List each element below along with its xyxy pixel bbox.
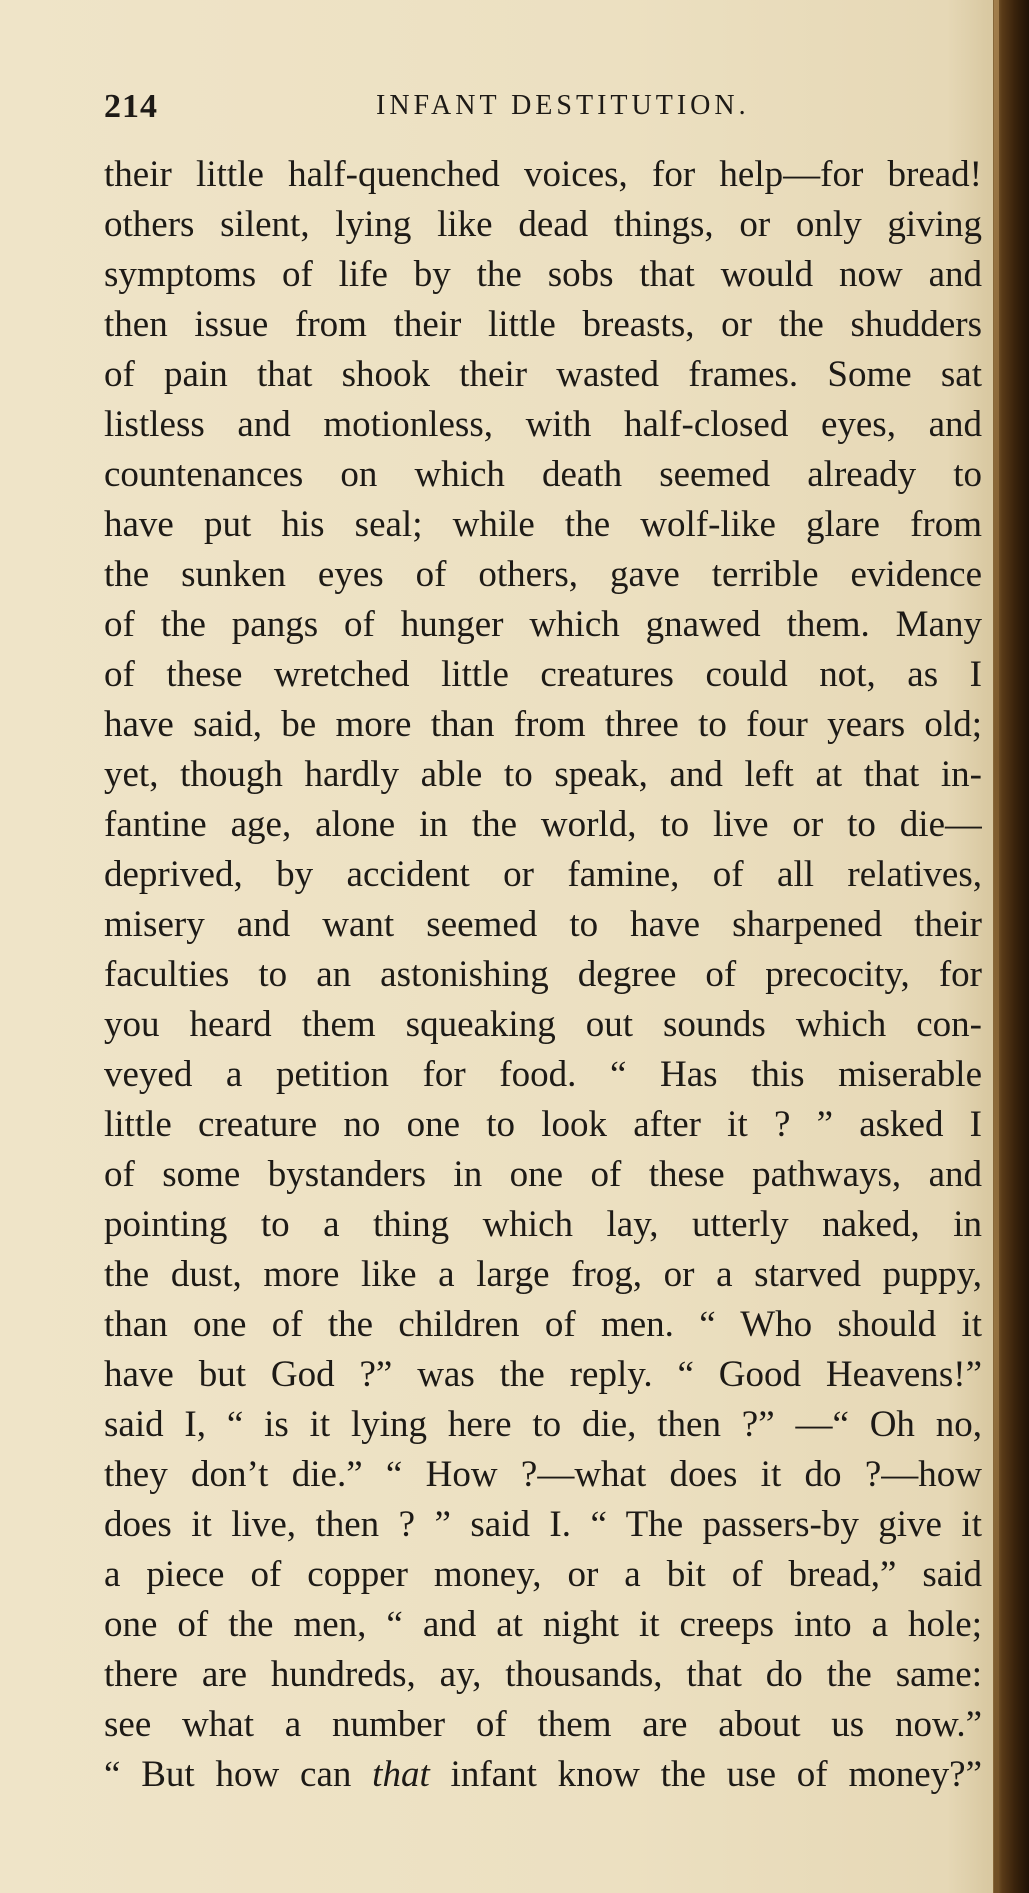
text-line: you heard them squeaking out sounds which con- <box>104 1004 982 1045</box>
running-head: INFANT DESTITUTION. <box>376 90 750 121</box>
text-line: one of the men, “ and at night it creeps into a hole; <box>104 1604 982 1645</box>
text-line: said I, “ is it lying here to die, then ?” —“ Oh no, <box>104 1404 982 1445</box>
page-header <box>104 88 984 138</box>
text-line: than one of the children of men. “ Who should it <box>104 1304 982 1345</box>
text-line: of pain that shook their wasted frames. Some sat <box>104 354 982 395</box>
text-line: misery and want seemed to have sharpened their <box>104 904 982 945</box>
text-line: does it live, then ? ” said I. “ The passers-by give it <box>104 1504 982 1545</box>
page-number: 214 <box>104 88 158 125</box>
text-line: faculties to an astonishing degree of precocity, for <box>104 954 982 995</box>
text-line: see what a number of them are about us now.” <box>104 1704 982 1745</box>
text-line: little creature no one to look after it ? ” asked I <box>104 1104 982 1145</box>
text-line: deprived, by accident or famine, of all relatives, <box>104 854 982 895</box>
text-line: pointing to a thing which lay, utterly naked, in <box>104 1204 982 1245</box>
final-line-end: infant know the use of money?” <box>429 1754 982 1795</box>
italic-emphasis: that <box>372 1754 430 1795</box>
text-line: they don’t die.” “ How ?—what does it do ?—how <box>104 1454 982 1495</box>
text-line: have put his seal; while the wolf-like glare from <box>104 504 982 545</box>
body-text <box>104 150 982 1800</box>
book-edge-highlight <box>994 0 999 1893</box>
text-line: the dust, more like a large frog, or a starved puppy, <box>104 1254 982 1295</box>
text-line: of the pangs of hunger which gnawed them. Many <box>104 604 982 645</box>
text-line: have said, be more than from three to four years old; <box>104 704 982 745</box>
text-line: symptoms of life by the sobs that would now and <box>104 254 982 295</box>
text-line: listless and motionless, with half-closed eyes, and <box>104 404 982 445</box>
final-line-start: “ But how can <box>104 1754 373 1795</box>
text-line: others silent, lying like dead things, or only giving <box>104 204 982 245</box>
text-line: have but God ?” was the reply. “ Good Heavens!” <box>104 1354 982 1395</box>
text-line: yet, though hardly able to speak, and left at that in- <box>104 754 982 795</box>
text-line: a piece of copper money, or a bit of bread,” said <box>104 1554 982 1595</box>
text-line: of some bystanders in one of these pathways, and <box>104 1154 982 1195</box>
text-line: fantine age, alone in the world, to live or to die— <box>104 804 982 845</box>
text-line: veyed a petition for food. “ Has this miserable <box>104 1054 982 1095</box>
text-line: then issue from their little breasts, or the shudders <box>104 304 982 345</box>
text-line-final <box>104 1750 982 1800</box>
text-line: countenances on which death seemed already to <box>104 454 982 495</box>
text-line: of these wretched little creatures could not, as I <box>104 654 982 695</box>
text-line: their little half-quenched voices, for help—for bread! <box>104 154 982 195</box>
text-line: there are hundreds, ay, thousands, that do the same: <box>104 1654 982 1695</box>
text-line: the sunken eyes of others, gave terrible evidence <box>104 554 982 595</box>
